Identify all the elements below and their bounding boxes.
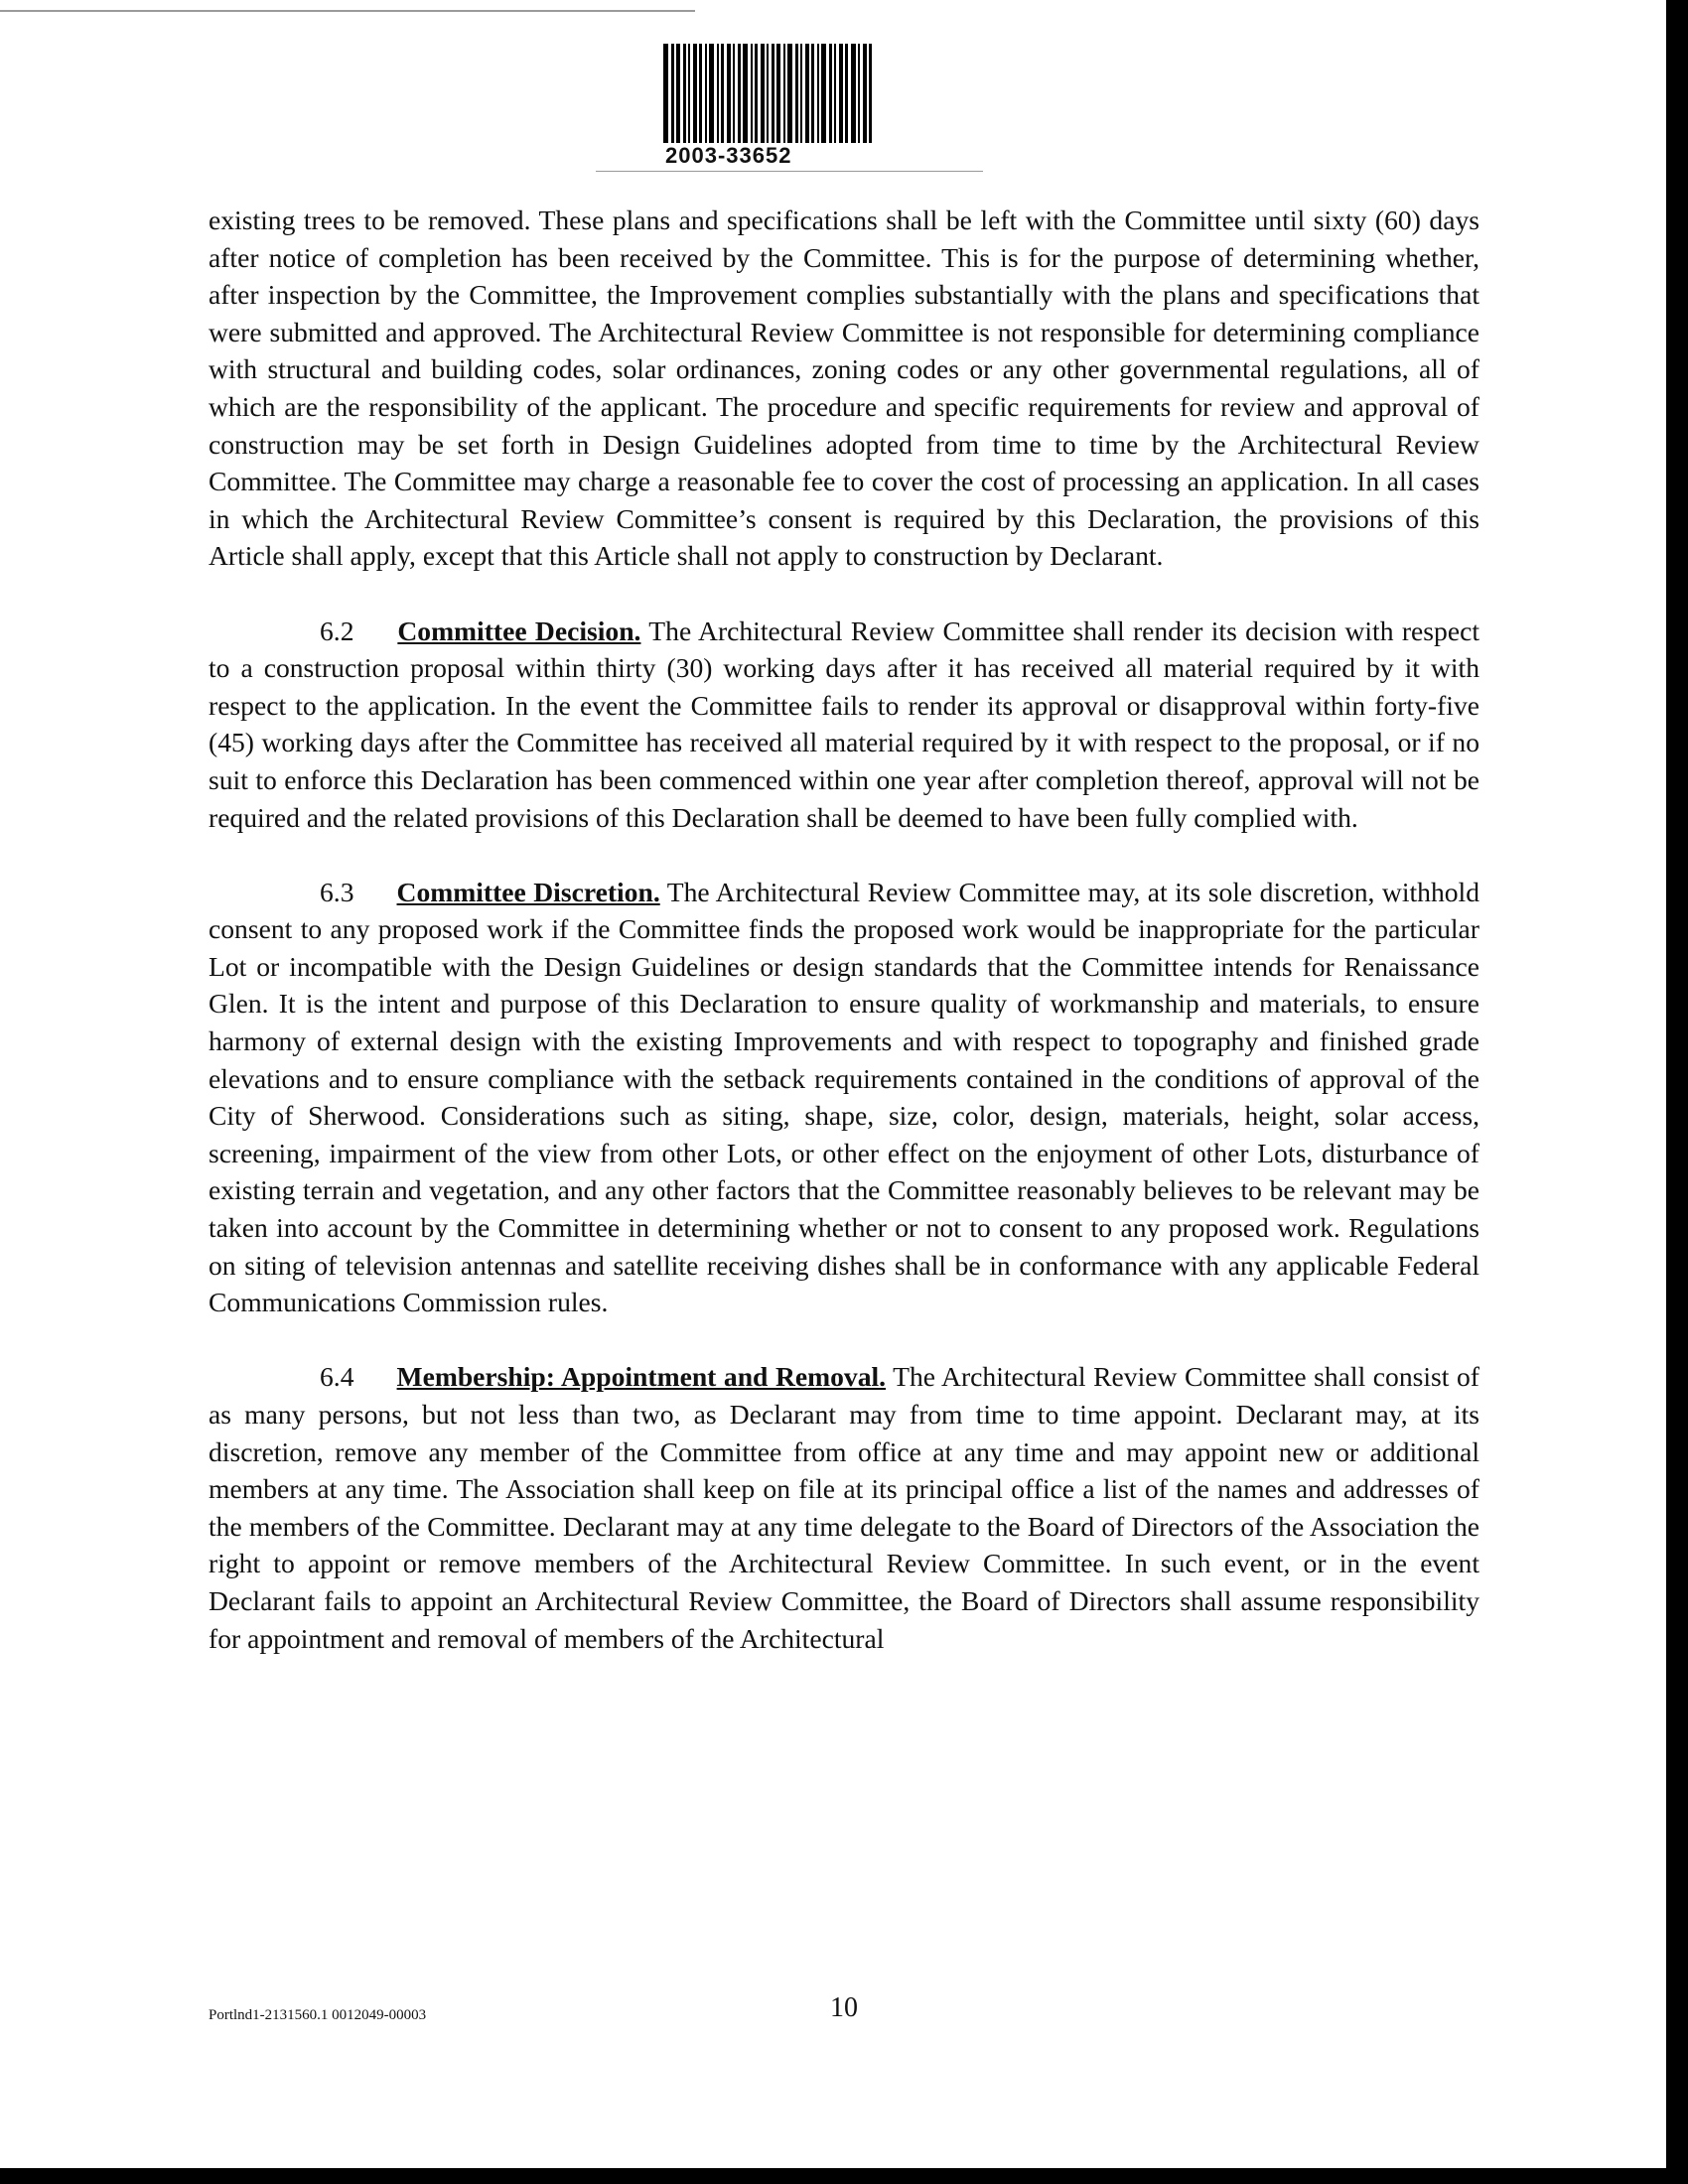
section-text: The Architectural Review Committee may, at its sole discretion, withhold consent to any proposed work if the Committee finds the proposed work would be inappropriate for the particular Lot or incompatible with the Design Guidelines or design standards that the Committee intends for Renaissance Glen. It is the intent and purpose of this Declaration to ensure quality of workmanship and materials, to ensure harmony of external design with the existing Improvements and with respect to topography and finished grade elevations and to ensure compliance with the setback requirements contained in the conditions of approval of the City of Sherwood. Considerations such as siting, shape, size, color, design, materials, height, solar access, screening, impairment of the view from other Lots, or other effect on the enjoyment of other Lots, disturbance of existing terrain and vegetation, and any other factors that the Committee reasonably believes to be relevant may be taken into account by the Committee in determining whether or not to consent to any proposed work. Regulations on siting of television antennas and satellite receiving dishes shall be in conformance with any applicable Federal Communications Commission rules. [209,876,1480,1318]
section-6-3 [209,874,1479,1321]
scan-edge-right [1666,0,1688,2184]
section-number: 6.3 [320,876,354,907]
scan-edge-bottom [0,2168,1688,2184]
section-6-4 [209,1358,1479,1657]
scan-edge-top [0,10,695,12]
barcode-underline [596,171,983,172]
barcode-number: 2003-33652 [665,143,792,168]
section-title: Membership: Appointment and Removal. [396,1361,887,1393]
section-text: The Architectural Review Committee shall consist of as many persons, but not less than two, as Declarant may from time to time appoint. Declarant may, at its discretion, remove any member of the Committee from office at any time and may appoint new or additional members at any time. The Association shall keep on file at its principal office a list of the names and addresses of the members of the Committee. Declarant may at any time delegate to the Board of Directors of the Association the right to appoint or remove members of the Architectural Review Committee. In such event, or in the event Declarant fails to appoint an Architectural Review Committee, the Board of Directors shall assume responsibility for appointment and removal of members of the Architectural [209,1361,1479,1654]
section-6-2 [209,613,1479,837]
page-number: 10 [830,1992,858,2023]
section-text: The Architectural Review Committee shall render its decision with respect to a construction proposal within thirty (30) working days after it has received all material required by it with respect to the application. In the event the Committee fails to render its approval or disapproval within forty-five (45) working days after the Committee has received all material required by it with respect to the proposal, or if no suit to enforce this Declaration has been commenced within one year after completion thereof, approval will not be required and the related provisions of this Declaration shall be deemed to have been fully complied with. [209,614,1479,833]
section-number: 6.4 [320,1361,354,1393]
document-body [209,202,1479,1695]
section-title: Committee Decision. [397,614,641,646]
section-title: Committee Discretion. [396,876,660,907]
barcode [655,44,963,173]
barcode-bars [663,44,963,143]
footer-document-id: Portlnd1-2131560.1 0012049-00003 [209,2007,427,2023]
continuation-paragraph: existing trees to be removed. These plans and specifications shall be left with the Committee until sixty (60) days after notice of completion has been received by the Committee. This is for the purpose of determining whether, after inspection by the Committee, the Improvement complies substantially with the plans and specifications that were submitted and approved. The Architectural Review Committee is not responsible for determining compliance with structural and building codes, solar ordinances, zoning codes or any other governmental regulations, all of which are the responsibility of the applicant. The procedure and specific requirements for review and approval of construction may be set forth in Design Guidelines adopted from time to time by the Architectural Review Committee. The Committee may charge a reasonable fee to cover the cost of processing an application. In all cases in which the Architectural Review Committee’s consent is required by this Declaration, the provisions of this Article shall apply, except that this Article shall not apply to construction by Declarant. [209,205,1479,572]
section-number: 6.2 [320,614,354,646]
